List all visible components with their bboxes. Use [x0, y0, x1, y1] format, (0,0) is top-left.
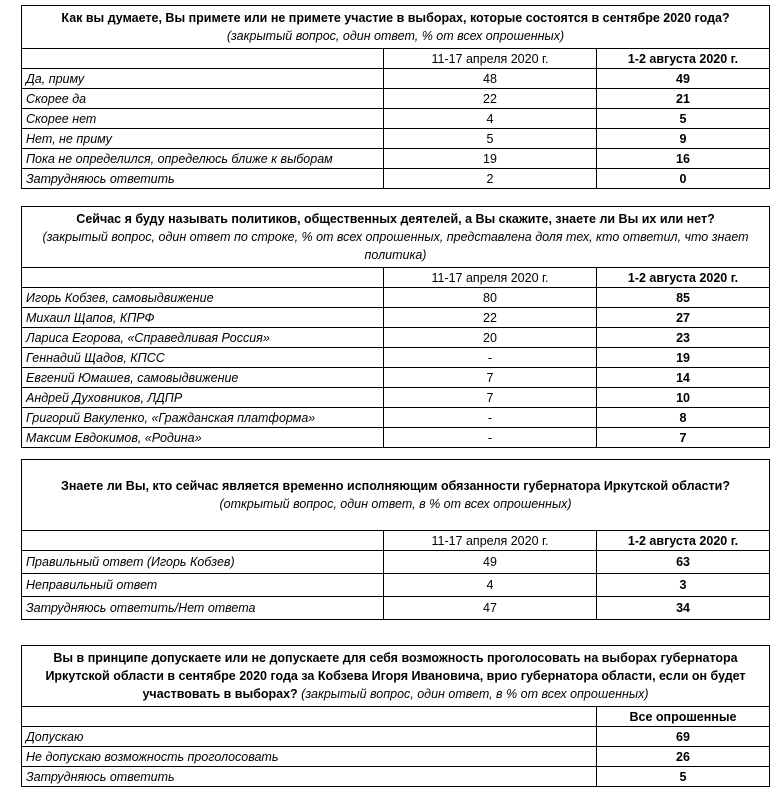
value-august: 27	[597, 308, 770, 328]
header-august: 1-2 августа 2020 г.	[597, 49, 770, 69]
row-label: Максим Евдокимов, «Родина»	[22, 428, 384, 448]
header-empty	[22, 268, 384, 288]
question-subtitle: (закрытый вопрос, один ответ, в % от всех опрошенных)	[301, 687, 649, 701]
value-august: 16	[597, 149, 770, 169]
value-april: 80	[384, 288, 597, 308]
question-cell	[22, 207, 770, 268]
value-april: 22	[384, 308, 597, 328]
value-august: 0	[597, 169, 770, 189]
value-all: 26	[597, 747, 770, 767]
table-row	[22, 597, 770, 620]
table-row	[22, 727, 770, 747]
question-text: Знаете ли Вы, кто сейчас является временно исполняющим обязанности губернатора Иркутской области?	[61, 479, 730, 493]
value-april: 4	[384, 109, 597, 129]
header-empty	[22, 707, 597, 727]
header-august: 1-2 августа 2020 г.	[597, 268, 770, 288]
table-row	[22, 388, 770, 408]
value-april: -	[384, 348, 597, 368]
value-august: 63	[597, 551, 770, 574]
value-april: 2	[384, 169, 597, 189]
vote-possibility-table	[21, 645, 770, 787]
politicians-recognition-table	[21, 206, 770, 448]
row-label: Евгений Юмашев, самовыдвижение	[22, 368, 384, 388]
table-row	[22, 288, 770, 308]
question-text: Сейчас я буду называть политиков, общественных деятелей, а Вы скажите, знаете ли Вы их или нет?	[76, 212, 715, 226]
value-april: 22	[384, 89, 597, 109]
row-label: Правильный ответ (Игорь Кобзев)	[22, 551, 384, 574]
row-label: Допускаю	[22, 727, 597, 747]
row-label: Да, приму	[22, 69, 384, 89]
table-row	[22, 149, 770, 169]
value-august: 21	[597, 89, 770, 109]
header-all-respondents: Все опрошенные	[597, 707, 770, 727]
table-row	[22, 328, 770, 348]
question-text: Вы в принципе допускаете или не допускаете для себя возможность проголосовать на выборах губернатора Иркутской области в сентябре 2020 года за Кобзева Игоря Ивановича, врио губернатора области, если он будет участвовать в выборах?	[45, 651, 746, 701]
table-row	[22, 767, 770, 787]
row-label: Геннадий Щадов, КПСС	[22, 348, 384, 368]
header-april: 11-17 апреля 2020 г.	[384, 268, 597, 288]
header-april: 11-17 апреля 2020 г.	[384, 49, 597, 69]
table-row	[22, 129, 770, 149]
value-august: 8	[597, 408, 770, 428]
value-august: 5	[597, 109, 770, 129]
value-august: 14	[597, 368, 770, 388]
header-august: 1-2 августа 2020 г.	[597, 531, 770, 551]
row-label: Михаил Щапов, КПРФ	[22, 308, 384, 328]
value-april: -	[384, 428, 597, 448]
value-august: 49	[597, 69, 770, 89]
value-august: 3	[597, 574, 770, 597]
row-label: Пока не определился, определюсь ближе к выборам	[22, 149, 384, 169]
question-cell	[22, 6, 770, 49]
value-april: 20	[384, 328, 597, 348]
question-subtitle: (открытый вопрос, один ответ, в % от всех опрошенных)	[219, 497, 572, 511]
value-all: 5	[597, 767, 770, 787]
row-label: Затрудняюсь ответить/Нет ответа	[22, 597, 384, 620]
question-cell	[22, 460, 770, 531]
value-april: 7	[384, 368, 597, 388]
value-august: 10	[597, 388, 770, 408]
value-april: 7	[384, 388, 597, 408]
question-text: Как вы думаете, Вы примете или не примете участие в выборах, которые состоятся в сентябре 2020 года?	[61, 11, 730, 25]
value-april: 47	[384, 597, 597, 620]
table-row	[22, 368, 770, 388]
table-row	[22, 747, 770, 767]
table-row	[22, 169, 770, 189]
table-row	[22, 428, 770, 448]
row-label: Андрей Духовников, ЛДПР	[22, 388, 384, 408]
row-label: Нет, не приму	[22, 129, 384, 149]
value-august: 23	[597, 328, 770, 348]
value-april: -	[384, 408, 597, 428]
row-label: Не допускаю возможность проголосовать	[22, 747, 597, 767]
row-label: Скорее да	[22, 89, 384, 109]
row-label: Григорий Вакуленко, «Гражданская платформа»	[22, 408, 384, 428]
table-row	[22, 69, 770, 89]
table-row	[22, 89, 770, 109]
value-august: 7	[597, 428, 770, 448]
value-august: 19	[597, 348, 770, 368]
value-april: 48	[384, 69, 597, 89]
table-row	[22, 408, 770, 428]
value-april: 5	[384, 129, 597, 149]
value-august: 9	[597, 129, 770, 149]
question-cell	[22, 646, 770, 707]
value-april: 49	[384, 551, 597, 574]
value-april: 19	[384, 149, 597, 169]
row-label: Затрудняюсь ответить	[22, 767, 597, 787]
question-subtitle: (закрытый вопрос, один ответ, % от всех опрошенных)	[226, 29, 565, 43]
value-august: 85	[597, 288, 770, 308]
value-august: 34	[597, 597, 770, 620]
value-all: 69	[597, 727, 770, 747]
table-row	[22, 551, 770, 574]
turnout-table	[21, 5, 770, 189]
table-row	[22, 109, 770, 129]
row-label: Скорее нет	[22, 109, 384, 129]
table-row	[22, 308, 770, 328]
row-label: Лариса Егорова, «Справедливая Россия»	[22, 328, 384, 348]
table-row	[22, 348, 770, 368]
header-april: 11-17 апреля 2020 г.	[384, 531, 597, 551]
table-row	[22, 574, 770, 597]
value-april: 4	[384, 574, 597, 597]
question-subtitle: (закрытый вопрос, один ответ по строке, % от всех опрошенных, представлена доля тех, кто ответил, что знает политика)	[42, 230, 749, 262]
header-empty	[22, 531, 384, 551]
row-label: Неправильный ответ	[22, 574, 384, 597]
governor-awareness-table	[21, 459, 770, 620]
row-label: Игорь Кобзев, самовыдвижение	[22, 288, 384, 308]
row-label: Затрудняюсь ответить	[22, 169, 384, 189]
header-empty	[22, 49, 384, 69]
